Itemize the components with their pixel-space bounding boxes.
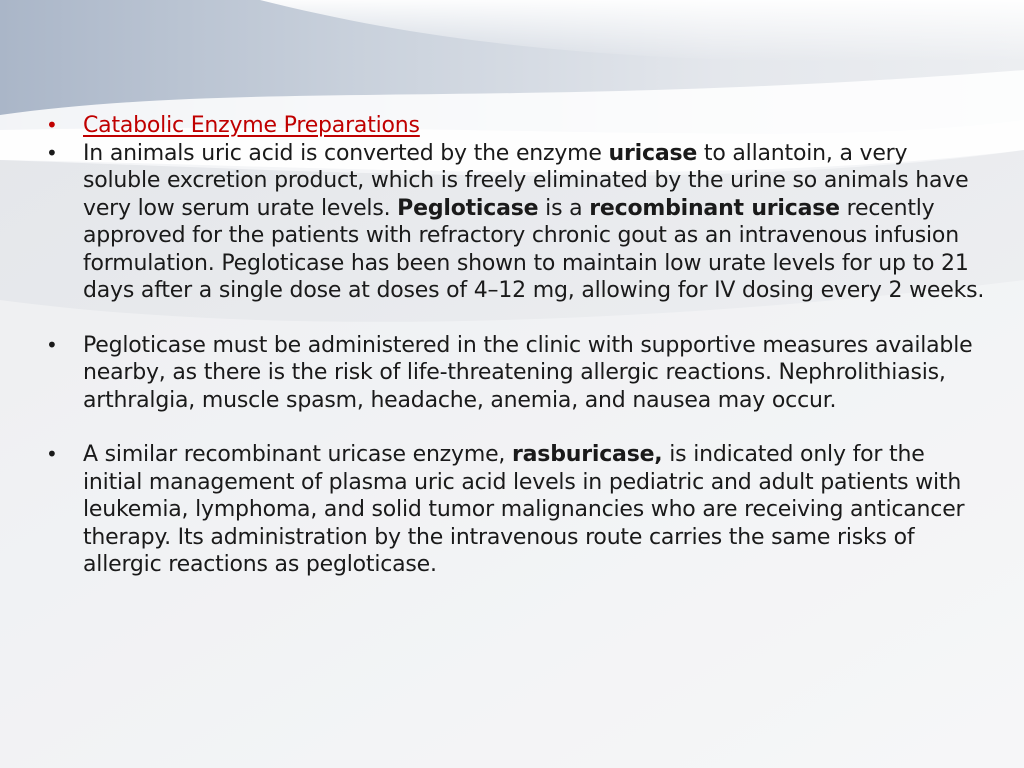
- term-recombinant-uricase: recombinant uricase: [589, 195, 840, 221]
- term-rasburicase: rasburicase,: [512, 442, 663, 467]
- bullet-uricase: [44, 140, 989, 305]
- bullet-text: is indicated only for the initial management of plasma uric acid levels in pediatric and adult patients with leukemia, lymphoma, and solid tumor malignancies who are receiving anticancer therapy. Its administration by the intravenous route carries the same risks of allergic reactions as pegloticase.: [83, 442, 965, 577]
- bullet-text: In animals uric acid is converted by the enzyme: [83, 140, 609, 166]
- bullet-pegloticase-risks: [44, 332, 989, 415]
- term-uricase: uricase: [608, 140, 698, 166]
- heading-bullet: [44, 112, 989, 140]
- bullet-dot: •: [46, 113, 58, 137]
- bullet-text: Pegloticase must be administered in the clinic with supportive measures available nearby, as there is the risk of life-threatening allergic reactions. Nephrolithiasis, arthralgia, muscle spasm, headache, anemia, and nausea may occur.: [83, 332, 973, 413]
- bullet-text: to allantoin, a very soluble excretion product, which is freely eliminated by the urine so animals have very low serum urate levels.: [83, 140, 969, 221]
- bullet-text: A similar recombinant uricase enzyme,: [83, 442, 513, 467]
- bullet-text: is a: [538, 195, 590, 221]
- term-pegloticase: Pegloticase: [397, 195, 539, 221]
- slide-heading: Catabolic Enzyme Preparations: [83, 113, 420, 138]
- bullet-dot: •: [46, 332, 58, 357]
- bullet-text: recently approved for the patients with refractory chronic gout as an intravenous infusion formulation. Pegloticase has been shown to maintain low urate levels for up to 21 days after a single dose at doses of 4–12 mg, allowing for IV dosing every 2 weeks.: [83, 195, 985, 303]
- bullet-dot: •: [46, 140, 58, 165]
- slide-content: [44, 112, 989, 579]
- bullet-dot: •: [46, 442, 58, 466]
- bullet-rasburicase: [44, 441, 989, 579]
